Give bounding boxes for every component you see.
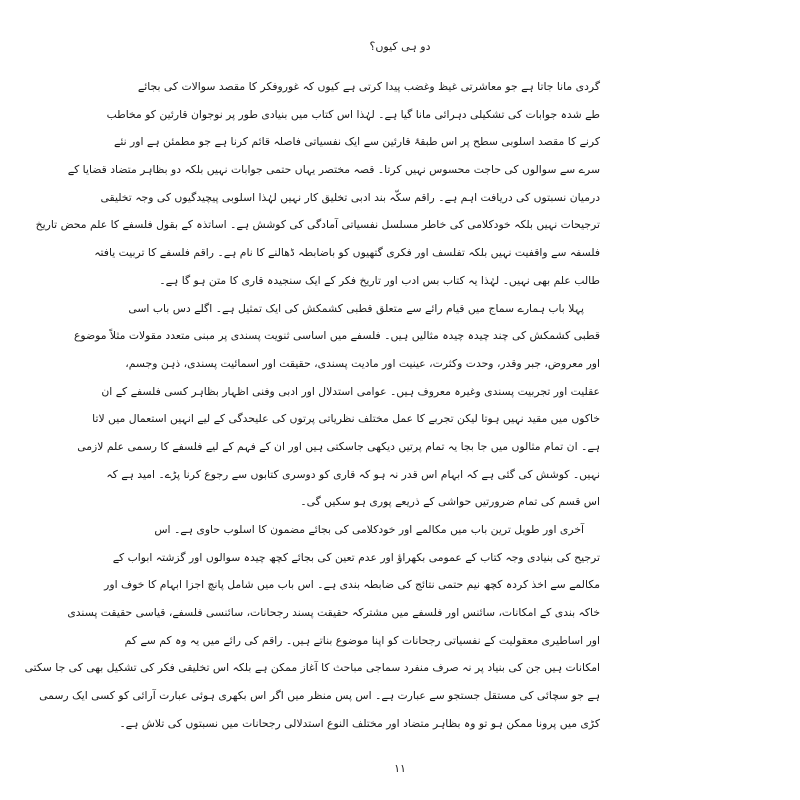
text-line: ہے۔ ان تمام مثالوں میں جا بجا یہ تمام پرتیں دیکھی جاسکتی ہیں اور ان کے فہم کے لیے فلسفے کا رسمی علم لازمی <box>77 439 600 453</box>
text-line: کرنے کا مقصد اسلوبی سطح پر اس طبقۂ قارئین سے ایک نفسیاتی فاصلہ قائم کرنا ہے جو مطمئن ہے اور نئے <box>114 135 600 149</box>
page-number: ۱۱ <box>394 762 406 775</box>
text-line: ہے جو سچائی کی مستقل جستجو سے عبارت ہے۔ اس پس منظر میں اگر اس بکھری ہوئی عبارت آرائی کو کسی ایک رسمی <box>39 689 600 703</box>
text-line: سرے سے سوالوں کی حاجت محسوس نہیں کرتا۔ قصہ مختصر یہاں حتمی جوابات نہیں بلکہ دو بظاہر متضاد قضایا کے <box>67 163 600 177</box>
body-text <box>24 73 600 738</box>
text-line: عقلیت اور تجربیت پسندی وغیرہ معروف ہیں۔ عوامی استدلال اور ادبی وفنی اظہار بظاہر کسی فلسفے کے ان <box>101 384 600 398</box>
text-line: نہیں۔ کوشش کی گئی ہے کہ ابہام اس قدر نہ ہو کہ قاری کو دوسری کتابوں سے رجوع کرنا پڑے۔ امید ہے کہ <box>106 467 600 481</box>
text-line: امکانات ہیں جن کی بنیاد پر نہ صرف منفرد سماجی مباحث کا آغاز ممکن ہے بلکہ اس تخلیقی فکر کی تشکیل بھی کی جا سکتی <box>24 661 600 675</box>
text-line: مکالمے سے اخذ کردہ کچھ نیم حتمی نتائج کی ضابطہ بندی ہے۔ اس باب میں شامل پانچ اجزا ابہام کا خوف اور <box>104 578 600 592</box>
text-line: فلسفہ سے واقفیت نہیں بلکہ تفلسف اور فکری گتھیوں کو باضابطہ ڈھالنے کا نام ہے۔ راقم فلسفے کا تربیت یافتہ <box>94 246 600 260</box>
paragraph-3 <box>24 516 600 738</box>
text-line: پہلا باب ہمارے سماج میں قیام رائے سے متعلق قطبی کشمکش کی ایک تمثیل ہے۔ اگلے دس باب اسی <box>128 301 584 315</box>
paragraph-2 <box>73 295 600 517</box>
text-line: قطبی کشمکش کی چند چیدہ چیدہ مثالیں ہیں۔ فلسفے میں اساسی ثنویت پسندی پر مبنی متعدد مقولات مثلاً موضوع <box>73 329 600 343</box>
text-line: طالب علم بھی نہیں۔ لہٰذا یہ کتاب بس ادب اور تاریخ فکر کے ایک سنجیدہ قاری کا متن ہو گا ہے۔ <box>159 273 600 287</box>
paragraph-1 <box>35 73 600 295</box>
text-line: گردی مانا جاتا ہے جو معاشرتی غیظ وغضب پیدا کرتی ہے کیوں کہ غوروفکر کا مقصد سوالات کی بجائے <box>137 80 600 93</box>
text-line: اور معروض، جبر وقدر، وحدت وکثرت، عینیت اور مادیت پسندی، حقیقت اور اسمائیت پسندی، ذہن وجسم، <box>125 356 600 370</box>
text-line: خاکوں میں مقید نہیں ہوتا لیکن تجربے کا عمل مختلف نظریاتی پرتوں کی علیحدگی کے لیے انہیں استعمال میں لاتا <box>92 412 600 426</box>
text-line: آخری اور طویل ترین باب میں مکالمے اور خودکلامی کی بجائے مضمون کا اسلوب حاوی ہے۔ اس <box>154 523 584 536</box>
text-line: درمیان نسبتوں کی دریافت اہم ہے۔ راقم سکّہ بند ادبی تخلیق کار نہیں لہٰذا اسلوبی پیچیدگیوں کی وجہ تخلیقی <box>100 190 600 204</box>
text-line: ترجیح کی بنیادی وجہ کتاب کے عمومی بکھراؤ اور عدم تعین کی بجائے کچھ چیدہ سوالوں اور گزشتہ ابواب کے <box>112 550 600 564</box>
book-page <box>24 18 610 788</box>
text-line: کڑی میں پرونا ممکن ہو تو وہ بظاہر متضاد اور مختلف النوع استدلالی رجحانات میں نسبتوں کی تلاش ہے۔ <box>119 716 600 730</box>
text-line: خاکہ بندی کے امکانات، سائنس اور فلسفے میں مشترکہ حقیقت پسند رجحانات، سائنسی فلسفے، قیاسی حقیقت پسندی <box>67 606 600 620</box>
text-line: اور اساطیری معقولیت کے نفسیاتی رجحانات کو اپنا موضوع بناتے ہیں۔ راقم کی رائے میں یہ وہ کم سے کم <box>124 633 600 647</box>
running-header: دو ہی کیوں؟ <box>369 40 431 53</box>
text-line: ترجیحات نہیں بلکہ خودکلامی کی خاطر مسلسل نفسیاتی آمادگی کی کوشش ہے۔ اساتذہ کے بقول فلسفے کا علم محض تاریخ <box>35 218 600 232</box>
text-line: اس قسم کی تمام ضرورتیں حواشی کے ذریعے پوری ہو سکیں گی۔ <box>300 495 600 509</box>
text-line: طے شدہ جوابات کی تشکیلی دہرائی مانا گیا ہے۔ لہٰذا اس کتاب میں بنیادی طور پر نوجوان قارئین کو مخاطب <box>106 107 600 121</box>
